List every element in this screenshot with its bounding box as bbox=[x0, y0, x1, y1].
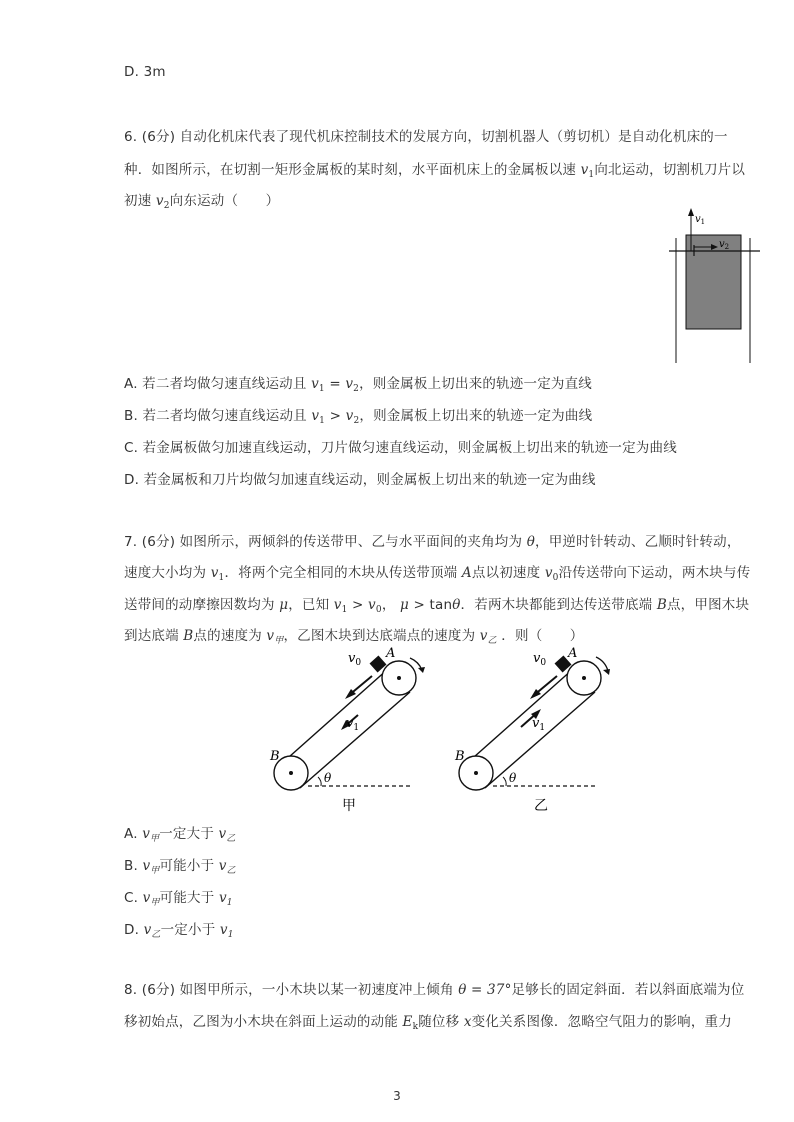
q7-stem-line1: 7. (6分) 如图所示，两倾斜的传送带甲、乙与水平面间的夹角均为 θ，甲逆时针转动、乙顺时针转动， bbox=[124, 534, 741, 550]
q7-option-c[interactable]: C. $v_甲$可能大于 $v_1$ bbox=[124, 890, 233, 908]
q6-option-d[interactable]: D. 若金属板和刀片均做匀加速直线运动，则金属板上切出来的轨迹一定为曲线 bbox=[124, 472, 596, 488]
q6-option-c[interactable]: C. 若金属板做匀加速直线运动，刀片做匀速直线运动，则金属板上切出来的轨迹一定为曲线 bbox=[124, 440, 677, 456]
q6-figure bbox=[664, 208, 764, 366]
q7-fig-v1-jia: $v_1$ bbox=[346, 716, 360, 733]
q7-fig-B-yi: B bbox=[455, 749, 465, 764]
q6-stem-line1: 6. (6分) 自动化机床代表了现代机床控制技术的发展方向，切割机器人（剪切机）是自动化机床的一 bbox=[124, 129, 728, 145]
q7-fig-v0-jia: $v_0$ bbox=[348, 651, 362, 668]
q7-fig-v0-yi: $v_0$ bbox=[533, 651, 547, 668]
q7-stem-line4: 到达底端 B点的速度为 $v_甲$，乙图木块到达底端点的速度为 $v_乙$ ．则（ ） bbox=[124, 628, 584, 646]
q7-fig-theta-jia: θ bbox=[324, 771, 332, 785]
q7-option-a[interactable]: A. $v_甲$一定大于 $v_乙$ bbox=[124, 826, 236, 844]
q6-stem-line3: 初速 $v_2$向东运动（ ） bbox=[124, 193, 280, 211]
q7-fig-A-yi: A bbox=[568, 646, 578, 661]
q7-fig-B-jia: B bbox=[270, 749, 280, 764]
q8-stem-line1: 8. (6分) 如图甲所示，一小木块以某一初速度冲上倾角 θ = 37°足够长的固定斜面．若以斜面底端为位 bbox=[124, 982, 745, 998]
q6-stem-line2: 种．如图所示，在切割一矩形金属板的某时刻，水平面机床上的金属板以速 $v_1$向北运动，切割机刀片以 bbox=[124, 162, 746, 180]
page-number: 3 bbox=[393, 1089, 401, 1103]
q7-fig-v1-yi: $v_1$ bbox=[532, 716, 546, 733]
q7-figure bbox=[262, 645, 612, 817]
q7-conveyor-jia bbox=[269, 646, 425, 814]
q7-conveyor-yi bbox=[454, 646, 610, 814]
q8-stem-line2: 移初始点，乙图为小木块在斜面上运动的动能 $E_k$随位移 x变化关系图像．忽略空气阻力的影响，重力 bbox=[124, 1014, 732, 1032]
q6-option-b[interactable]: B. 若二者均做匀速直线运动且 $v_1 > v_2$，则金属板上切出来的轨迹一定为曲线 bbox=[124, 408, 593, 426]
q6-option-a[interactable]: A. 若二者均做匀速直线运动且 $v_1 = v_2$，则金属板上切出来的轨迹一定为直线 bbox=[124, 376, 593, 394]
q7-fig-A-jia: A bbox=[386, 646, 396, 661]
q6-fig-v2-label: $v_2$ bbox=[719, 239, 730, 251]
q6-fig-v1-label: $v_1$ bbox=[695, 214, 706, 226]
q7-option-d[interactable]: D. $v_乙$一定小于 $v_1$ bbox=[124, 922, 234, 940]
q7-fig-label-jia: 甲 bbox=[342, 798, 356, 814]
q7-fig-label-yi: 乙 bbox=[534, 798, 548, 814]
q7-stem-line2: 速度大小均为 $v_1$．将两个完全相同的木块从传送带顶端 A点以初速度 $v_0$沿传送带向下运动，两木块与传 bbox=[124, 565, 751, 583]
q7-stem-line3: 送带间的动摩擦因数均为 μ，已知 $v_1 > v_0$， μ > tanθ．若两木块都能到达传送带底端 B点，甲图木块 bbox=[124, 597, 750, 615]
q5-option-d: D. 3m bbox=[124, 64, 166, 80]
q7-option-b[interactable]: B. $v_甲$可能小于 $v_乙$ bbox=[124, 858, 236, 876]
q7-fig-theta-yi: θ bbox=[509, 771, 517, 785]
